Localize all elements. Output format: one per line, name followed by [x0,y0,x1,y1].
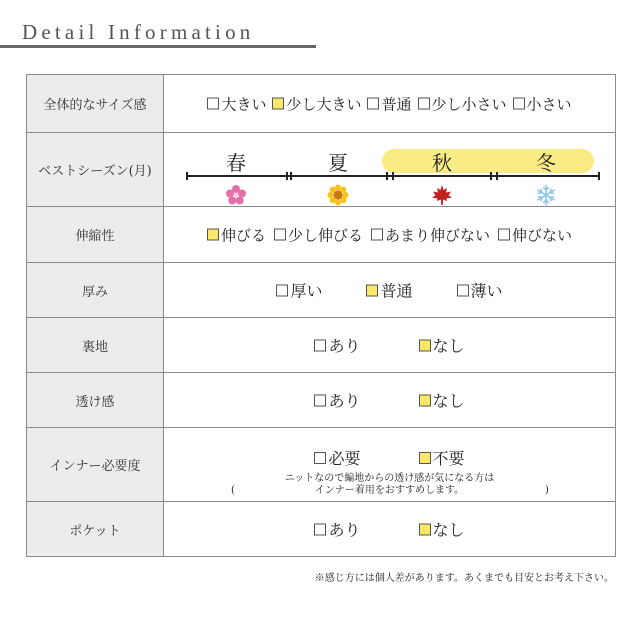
row-value [164,263,615,317]
option-label: 大きい [221,95,267,113]
checked-box-icon [366,284,378,296]
snowflake-icon [535,184,557,206]
option-label: なし [432,520,465,540]
row-label: 厚み [27,263,164,317]
option-label: あまり伸びない [385,226,491,244]
option-list [164,224,615,245]
option-list [164,518,615,541]
option-item [272,93,361,114]
option-label: 薄い [470,281,503,301]
option-item [419,518,465,541]
season-timeline [186,141,600,203]
inner-note-line2: インナー着用をおすすめします。 [314,485,465,496]
option-label: 伸びる [220,226,266,244]
checked-box-icon [207,229,219,241]
cherry-blossom-icon [225,184,247,206]
checked-box-icon [419,452,431,464]
option-item [274,224,363,245]
option-item [314,389,360,412]
option-item [371,224,490,245]
unchecked-box-icon [276,284,288,296]
option-label: 必要 [328,449,361,468]
inner-note-line1: ニットなので編地からの透け感が気になる方は [284,473,495,484]
unchecked-box-icon [418,98,430,110]
row-lining [27,318,615,373]
row-overall-size [27,75,615,133]
option-item [276,279,322,302]
row-stretch [27,207,615,263]
option-list [164,389,615,412]
row-label: 透け感 [27,373,164,427]
season-summer-label: 夏 [328,151,348,175]
option-item [419,389,465,412]
row-label: インナー必要度 [27,428,164,501]
unchecked-box-icon [314,394,326,406]
row-label: 伸縮性 [27,207,164,262]
option-label: 少し伸びる [287,226,363,244]
checked-box-icon [419,394,431,406]
maple-leaf-icon [431,184,453,206]
option-label: 小さい [526,95,572,113]
heading-title: Detail Information [22,20,255,44]
option-list [164,93,615,114]
season-autumn-label: 秋 [432,151,452,175]
option-item [314,518,360,541]
unchecked-box-icon [207,98,219,110]
option-item [367,93,411,114]
row-inner-necessity [27,428,615,502]
option-label: 少し大きい [286,95,362,113]
unchecked-box-icon [314,452,326,464]
season-tick [598,172,600,180]
checked-box-icon [419,523,431,535]
unchecked-box-icon [314,523,326,535]
season-spring-label: 春 [226,151,246,175]
option-label: 普通 [380,281,413,301]
detail-table [26,74,616,557]
footnote: ※感じ方には個人差があります。あくまでも目安とお考え下さい。 [314,573,614,584]
option-item [419,334,465,357]
row-label: ベストシーズン(月) [27,133,164,206]
unchecked-box-icon [457,284,469,296]
option-item [314,334,360,357]
row-best-season [27,133,615,207]
option-item [366,279,412,302]
row-label: 全体的なサイズ感 [27,75,164,132]
row-thickness [27,263,615,318]
row-value [164,373,615,427]
sunflower-icon [327,184,349,206]
unchecked-box-icon [314,339,326,351]
option-label: 少し小さい [431,95,507,113]
option-list [164,334,615,357]
unchecked-box-icon [513,98,525,110]
row-value [164,133,615,206]
option-item [498,224,572,245]
season-winter-label: 冬 [536,151,556,175]
option-item [207,93,266,114]
row-label: 裏地 [27,318,164,372]
option-label: あり [328,520,361,540]
option-item [513,93,572,114]
option-list [164,446,615,469]
row-value [164,502,615,556]
row-value [164,207,615,262]
row-value [164,75,615,132]
row-sheerness [27,373,615,428]
row-value [164,318,615,372]
note-paren-close: ) [545,485,549,496]
option-label: あり [328,391,361,411]
row-pocket [27,502,615,556]
row-label: ポケット [27,502,164,556]
option-item [457,279,503,302]
option-label: 不要 [432,449,465,468]
checked-box-icon [272,98,284,110]
option-label: 伸びない [512,226,573,244]
option-label: 厚い [290,281,323,301]
option-label: なし [432,336,465,356]
section-heading [0,0,320,50]
option-item [419,446,465,469]
option-item [314,446,360,469]
unchecked-box-icon [498,229,510,241]
option-item [207,224,266,245]
option-item [418,93,507,114]
checked-box-icon [419,339,431,351]
row-value [164,428,615,501]
note-paren-open: ( [231,485,235,496]
option-label: あり [328,336,361,356]
option-list [164,279,615,302]
unchecked-box-icon [367,98,379,110]
option-label: なし [432,391,465,411]
unchecked-box-icon [274,229,286,241]
unchecked-box-icon [371,229,383,241]
option-label: 普通 [381,95,412,113]
heading-underline [0,45,316,48]
